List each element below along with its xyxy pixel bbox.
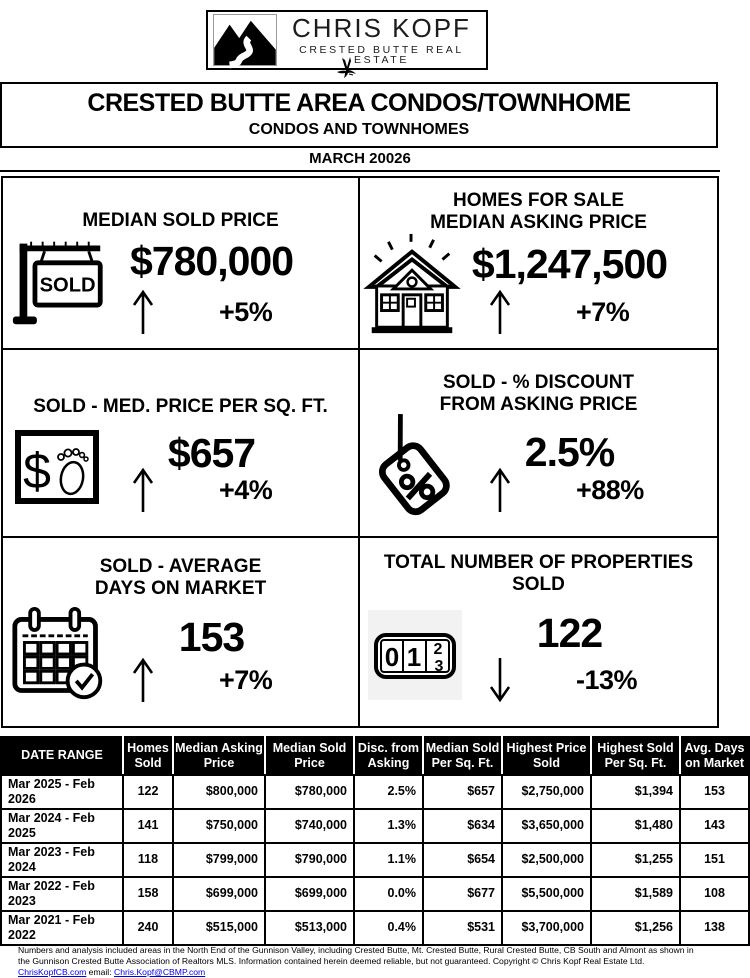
cell-median-sold: $790,000 [265,843,354,877]
column-header-median-asking: Median Asking Price [173,737,265,775]
cell-median-asking: $799,000 [173,843,265,877]
trend-up-arrow-icon [129,288,157,336]
cell-median-sold-psf: $654 [423,843,502,877]
card-value: $657 [167,430,256,477]
cell-avg-days: 151 [680,843,749,877]
cell-homes-sold: 158 [123,877,173,911]
table-row [1,843,749,877]
cell-avg-days: 143 [680,809,749,843]
website-link[interactable]: ChrisKopfCB.com [18,966,87,977]
cell-highest-price: $3,700,000 [502,911,591,945]
stat-card-total-sold [360,536,717,726]
cell-avg-days: 138 [680,911,749,945]
cell-median-sold: $740,000 [265,809,354,843]
column-header-disc-from-asking: Disc. from Asking [354,737,423,775]
history-table [0,736,750,946]
card-change: +4% [219,474,273,505]
table-row [1,775,749,809]
cell-median-sold-psf: $657 [423,775,502,809]
cell-highest-sold-psf: $1,480 [591,809,680,843]
stat-card-discount-from-asking [360,348,717,536]
card-value: $1,247,500 [471,240,668,287]
cell-homes-sold: 141 [123,809,173,843]
trend-up-arrow-icon [129,656,157,704]
page-title: CRESTED BUTTE AREA CONDOS/TOWNHOME [87,89,631,117]
svg-text:2: 2 [433,641,443,658]
stat-card-grid [1,176,719,728]
disclaimer-text: Numbers and analysis included areas in the North End of the Gunnison Valley, including Crested Butte, Mt. Crested Butte, Rural Crested Butte, CB South and Almont as shown in the Gunnison Crested Butte Association of Realtors MLS. Information contained herein deemed reliable, but not guaranteed. Copyright © Chris Kopf Real Estate Ltd. [18,944,694,966]
report-period: MARCH 20026 [309,150,411,167]
card-change: -13% [576,664,638,695]
trend-up-arrow-icon [486,288,514,336]
cell-highest-sold-psf: $1,256 [591,911,680,945]
email-link[interactable]: Chris.Kopf@CBMP.com [114,966,206,977]
cell-date-range: Mar 2023 - Feb 2024 [1,843,123,877]
card-change: +5% [219,296,273,327]
stat-card-price-per-sqft [3,348,360,536]
cell-date-range: Mar 2022 - Feb 2023 [1,877,123,911]
svg-text:1: 1 [406,642,422,672]
cell-date-range: Mar 2025 - Feb 2026 [1,775,123,809]
brand-logo [206,10,488,70]
bird-icon [334,56,360,80]
table-row [1,911,749,945]
stat-card-median-asking-price [360,178,717,348]
table-row [1,877,749,911]
cell-median-sold-psf: $634 [423,809,502,843]
brand-name: CHRIS KOPF [292,12,471,43]
divider-line [0,170,720,172]
cell-median-sold-psf: $531 [423,911,502,945]
cell-avg-days: 153 [680,775,749,809]
table-header-row [1,737,749,775]
card-value: 122 [536,609,603,656]
svg-text:3: 3 [434,658,444,675]
stat-card-median-sold-price [3,178,360,348]
card-title: SOLD - % DISCOUNT FROM ASKING PRICE [439,372,638,416]
cell-avg-days: 108 [680,877,749,911]
report-title-box [0,82,718,148]
cell-homes-sold: 118 [123,843,173,877]
cell-median-asking: $515,000 [173,911,265,945]
card-value: 153 [178,613,245,660]
column-header-median-sold-psf: Median Sold Per Sq. Ft. [423,737,502,775]
card-title: HOMES FOR SALE MEDIAN ASKING PRICE [430,190,647,234]
cell-disc-from-asking: 1.1% [354,843,423,877]
trend-down-arrow-icon [486,656,514,704]
card-title: SOLD - AVERAGE DAYS ON MARKET [94,556,267,600]
cell-date-range: Mar 2024 - Feb 2025 [1,809,123,843]
card-value: 2.5% [524,428,615,475]
svg-text:$: $ [23,443,51,499]
cell-disc-from-asking: 2.5% [354,775,423,809]
column-header-median-sold: Median Sold Price [265,737,354,775]
cell-median-sold: $699,000 [265,877,354,911]
cell-median-sold-psf: $677 [423,877,502,911]
column-header-avg-days: Avg. Days on Market [680,737,749,775]
cell-highest-price: $2,500,000 [502,843,591,877]
trend-up-arrow-icon [486,466,514,514]
brand-tagline: CRESTED BUTTE REAL ESTATE [299,43,464,66]
column-header-homes-sold: Homes Sold [123,737,173,775]
mountain-logo-icon [213,14,277,66]
cell-disc-from-asking: 0.0% [354,877,423,911]
cell-median-sold: $780,000 [265,775,354,809]
table-row [1,809,749,843]
column-header-highest-price: Highest Price Sold [502,737,591,775]
card-title: MEDIAN SOLD PRICE [82,210,279,231]
cell-median-sold: $513,000 [265,911,354,945]
cell-disc-from-asking: 1.3% [354,809,423,843]
card-change: +7% [576,296,630,327]
card-title: TOTAL NUMBER OF PROPERTIES SOLD [383,552,694,596]
cell-highest-sold-psf: $1,255 [591,843,680,877]
column-header-highest-sold-psf: Highest Sold Per Sq. Ft. [591,737,680,775]
cell-homes-sold: 240 [123,911,173,945]
column-header-date-range: DATE RANGE [1,737,123,775]
cell-median-asking: $750,000 [173,809,265,843]
cell-disc-from-asking: 0.4% [354,911,423,945]
svg-text:SOLD: SOLD [39,274,96,297]
cell-date-range: Mar 2021 - Feb 2022 [1,911,123,945]
cell-homes-sold: 122 [123,775,173,809]
trend-up-arrow-icon [129,466,157,514]
cell-highest-sold-psf: $1,589 [591,877,680,911]
cell-highest-price: $5,500,000 [502,877,591,911]
cell-median-asking: $800,000 [173,775,265,809]
card-value: $780,000 [129,238,293,285]
stat-card-days-on-market [3,536,360,726]
svg-text:0: 0 [384,642,400,672]
email-label: email: [86,966,114,977]
cell-highest-price: $2,750,000 [502,775,591,809]
disclaimer-footer [18,945,706,978]
card-change: +88% [576,474,644,505]
cell-median-asking: $699,000 [173,877,265,911]
cell-highest-price: $3,650,000 [502,809,591,843]
card-title: SOLD - MED. PRICE PER SQ. FT. [33,396,328,417]
card-change: +7% [219,664,273,695]
cell-highest-sold-psf: $1,394 [591,775,680,809]
page-subtitle: CONDOS AND TOWNHOMES [248,121,470,138]
